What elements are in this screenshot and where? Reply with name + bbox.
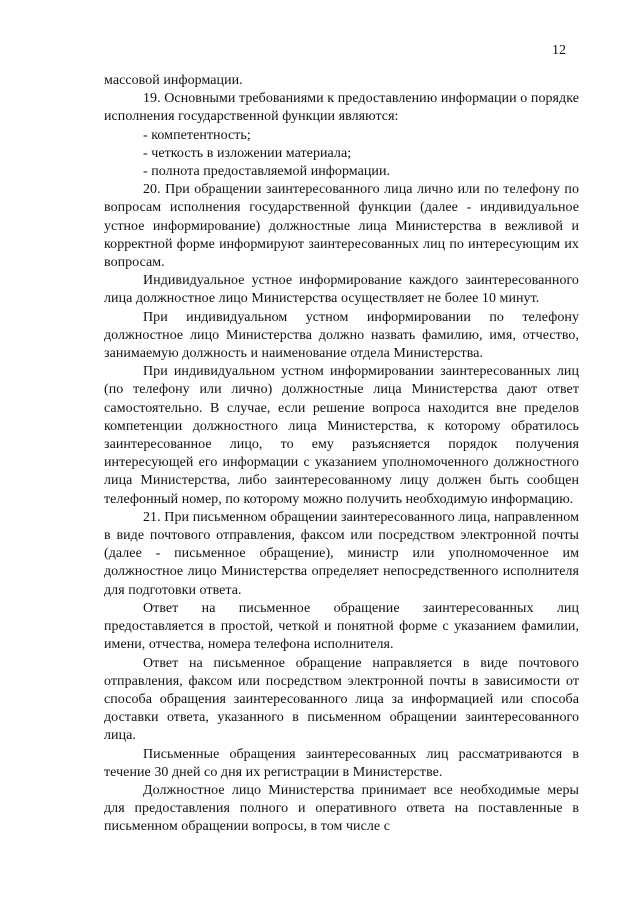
paragraph-oral-duration: Индивидуальное устное информирование каждого заинтересованного лица должностное лицо Министерства осуществляет не более 10 минут. xyxy=(104,273,579,307)
list-item-clarity: - четкость в изложении материала; xyxy=(143,145,352,161)
paragraph-20: 20. При обращении заинтересованного лица лично или по телефону по вопросам исполнения государственной функции (далее - индивидуальное устное информирование) должностные лица Министерства в вежливой и корректной форме информируют заинтересованных лиц по интересующим их вопросам. xyxy=(104,182,579,271)
paragraph-21: 21. При письменном обращении заинтересованного лица, направленном в виде почтового отправления, факсом или посредством электронной почты (далее - письменное обращение), министр или уполномоченное им должностное лицо Министерства определяет непосредственного исполнителя для подготовки ответа. xyxy=(104,509,579,598)
paragraph-answer-form: Ответ на письменное обращение заинтересованных лиц предоставляется в простой, четкой и понятной форме с указанием фамилии, имени, отчества, номера телефона исполнителя. xyxy=(104,600,579,653)
paragraph-19: 19. Основными требованиями к предоставлению информации о порядке исполнения государственной функции являются: xyxy=(104,91,579,125)
list-item-completeness: - полнота предоставляемой информации. xyxy=(143,164,391,180)
paragraph-official-measures: Должностное лицо Министерства принимает все необходимые меры для предоставления полного и оперативного ответа на поставленные в письменном обращении вопросы, в том числе с xyxy=(104,782,579,835)
paragraph-review-period: Письменные обращения заинтересованных лиц рассматриваются в течение 30 дней со дня их регистрации в Министерстве. xyxy=(104,746,579,780)
paragraph-answer-delivery: Ответ на письменное обращение направляется в виде почтового отправления, факсом или посредством электронной почты в зависимости от способа обращения заинтересованного лица за информацией или способа доставки ответа, указанного в письменном обращении заинтересованного лица. xyxy=(104,655,579,744)
paragraph-phone-informing: При индивидуальном устном информировании по телефону должностное лицо Министерства должно назвать фамилию, имя, отчество, занимаемую должность и наименование отдела Министерства. xyxy=(104,309,579,362)
list-item-competence: - компетентность; xyxy=(143,127,251,143)
paragraph-continuation: массовой информации. xyxy=(104,73,243,88)
page-number: 12 xyxy=(552,43,566,58)
paragraph-independent-answer: При индивидуальном устном информировании заинтересованных лиц (по телефону или лично) должностные лица Министерства дают ответ самостоятельно. В случае, если решение вопроса находится вне пределов компетенции должностного лица Министерства, к которому обратилось заинтересованное лицо, то ему разъясняется порядок получения интересующей его информации с указанием уполномоченного должностного лица Министерства, либо заинтересованному лицу должен быть сообщен телефонный номер, по которому можно получить необходимую информацию. xyxy=(104,364,579,507)
document-body xyxy=(104,72,579,837)
